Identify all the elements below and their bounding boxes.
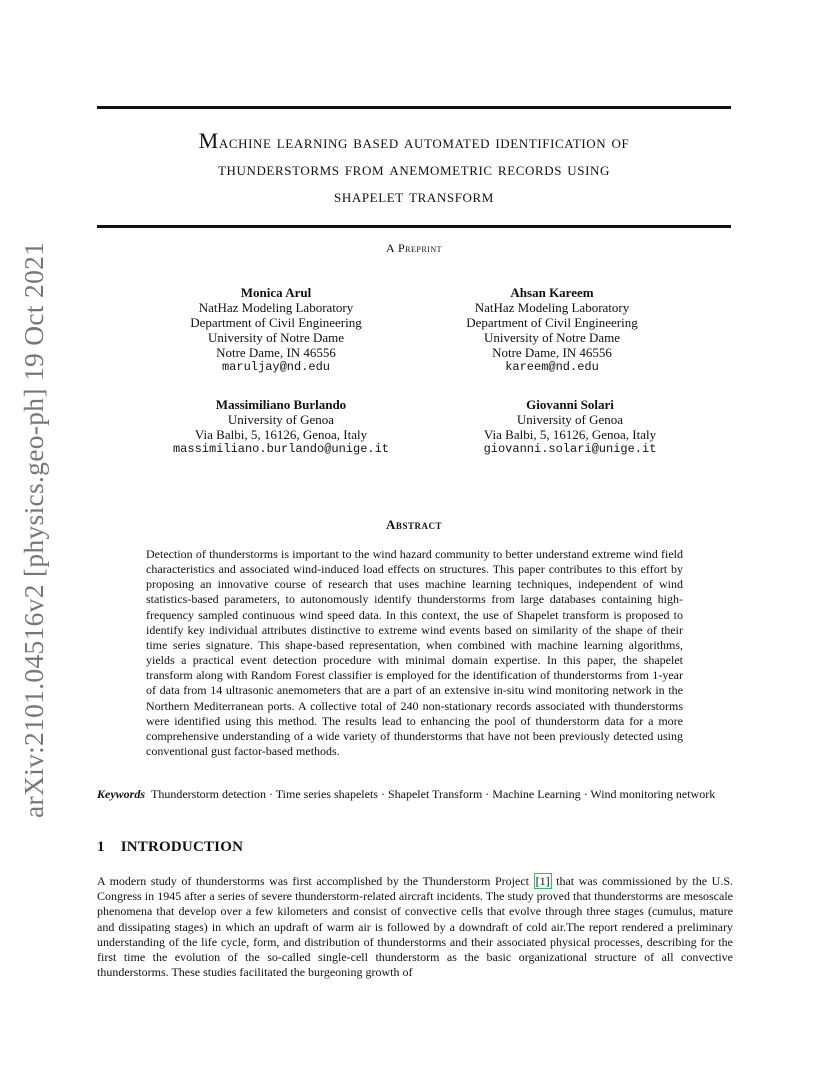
author-name: Giovanni Solari xyxy=(526,397,614,412)
paper-title xyxy=(97,127,731,211)
affiliation-line: NatHaz Modeling Laboratory xyxy=(198,300,354,315)
keywords-text: Thunderstorm detection · Time series shapelets · Shapelet Transform · Machine Learning · Wind monitoring network xyxy=(151,787,716,801)
section-title: INTRODUCTION xyxy=(120,839,244,855)
author-block xyxy=(402,285,702,375)
citation-link[interactable]: [1] xyxy=(535,874,550,888)
title-line-2: thunderstorms from anemometric records using xyxy=(217,160,611,180)
title-line-1-text: achine learning based automated identification of xyxy=(218,133,630,153)
affiliation-line: Department of Civil Engineering xyxy=(190,315,362,330)
affiliation-line: University of Notre Dame xyxy=(483,330,621,345)
affiliation-line: University of Genoa xyxy=(516,412,624,427)
affiliation-line: Via Balbi, 5, 16126, Genoa, Italy xyxy=(483,427,657,442)
title-bottom-rule xyxy=(97,225,731,228)
author-name: Massimiliano Burlando xyxy=(215,397,347,412)
title-line-3: shapelet transform xyxy=(334,187,494,207)
abstract-text: Detection of thunderstorms is important to the wind hazard community to better understand extreme wind field characteristics and associated wind-induced load effects on structures. This paper contributes to this effort by proposing an innovative course of research that uses machine learning techniques, independent of wind statistics-based parameters, to autonomously identify thunderstorms from large databases containing high-frequency sampled continuous wind speed data. In this context, the use of Shapelet transform is proposed to identify key individual attributes distinctive to extreme wind events based on similarity of the shape of their time series signature. This shape-based representation, when combined with machine learning algorithms, yields a practical event detection procedure with minimal domain expertise. In this paper, the shapelet transform along with Random Forest classifier is employed for the identification of thunderstorms from 1-year of data from 14 ultrasonic anemometers that are a part of an extensive in-situ wind monitoring network in the Northern Mediterranean ports. A collective total of 240 non-stationary records associated with thunderstorms were identified using this method. The results lead to enhancing the pool of thunderstorm data for a more comprehensive understanding of a wide variety of thunderstorms that have not been previously detected using conventional gust factor-based methods. xyxy=(146,547,683,759)
title-line-1 xyxy=(97,127,731,157)
affiliation-line: Via Balbi, 5, 16126, Genoa, Italy xyxy=(194,427,368,442)
author-block xyxy=(126,285,426,375)
affiliation-line: NatHaz Modeling Laboratory xyxy=(474,300,630,315)
keywords-label: Keywords xyxy=(97,787,145,801)
section-number: 1 xyxy=(97,839,105,855)
section-heading xyxy=(97,839,243,856)
author-email: giovanni.solari@unige.it xyxy=(483,442,657,456)
affiliation-line: University of Genoa xyxy=(227,412,335,427)
intro-text-start: A modern study of thunderstorms was first accomplished by the Thunderstorm Project xyxy=(97,874,534,888)
affiliation-line: University of Notre Dame xyxy=(207,330,345,345)
author-email: maruljay@nd.edu xyxy=(221,360,331,374)
preprint-label: A Preprint xyxy=(385,241,442,255)
affiliation-line: Department of Civil Engineering xyxy=(466,315,638,330)
keywords xyxy=(97,787,733,803)
title-initial: M xyxy=(198,128,219,153)
intro-text-rest: that was commissioned by the U.S. Congress in 1945 after a series of severe thunderstorm-related aircraft incidents. The study proved that thunderstorms are mesoscale phenomena that develop over a few kilometers and consist of convective cells that evolve through three stages (cumulus, mature and dissipating stages) in which an updraft of warm air is followed by a downdraft of cold air.The report rendered a preliminary understanding of the life cycle, form, and distribution of thunderstorms and their associated physical processes, describing for the first time the evolution of the so-called single-cell thunderstorm as the basic organizational structure of all convective thunderstorms. These studies facilitated the burgeoning growth of xyxy=(97,874,733,980)
introduction-paragraph xyxy=(97,874,733,980)
author-block xyxy=(131,397,431,457)
author-block xyxy=(420,397,720,457)
author-name: Monica Arul xyxy=(240,285,312,300)
affiliation-line: Notre Dame, IN 46556 xyxy=(492,345,612,360)
abstract-heading: Abstract xyxy=(386,517,442,532)
author-name: Ahsan Kareem xyxy=(510,285,594,300)
author-email: kareem@nd.edu xyxy=(505,360,599,374)
arxiv-identifier: arXiv:2101.04516v2 [physics.geo-ph] 19 Oct 2021 xyxy=(18,241,49,818)
affiliation-line: Notre Dame, IN 46556 xyxy=(216,345,336,360)
author-email: massimiliano.burlando@unige.it xyxy=(172,442,390,456)
title-top-rule xyxy=(97,106,731,109)
